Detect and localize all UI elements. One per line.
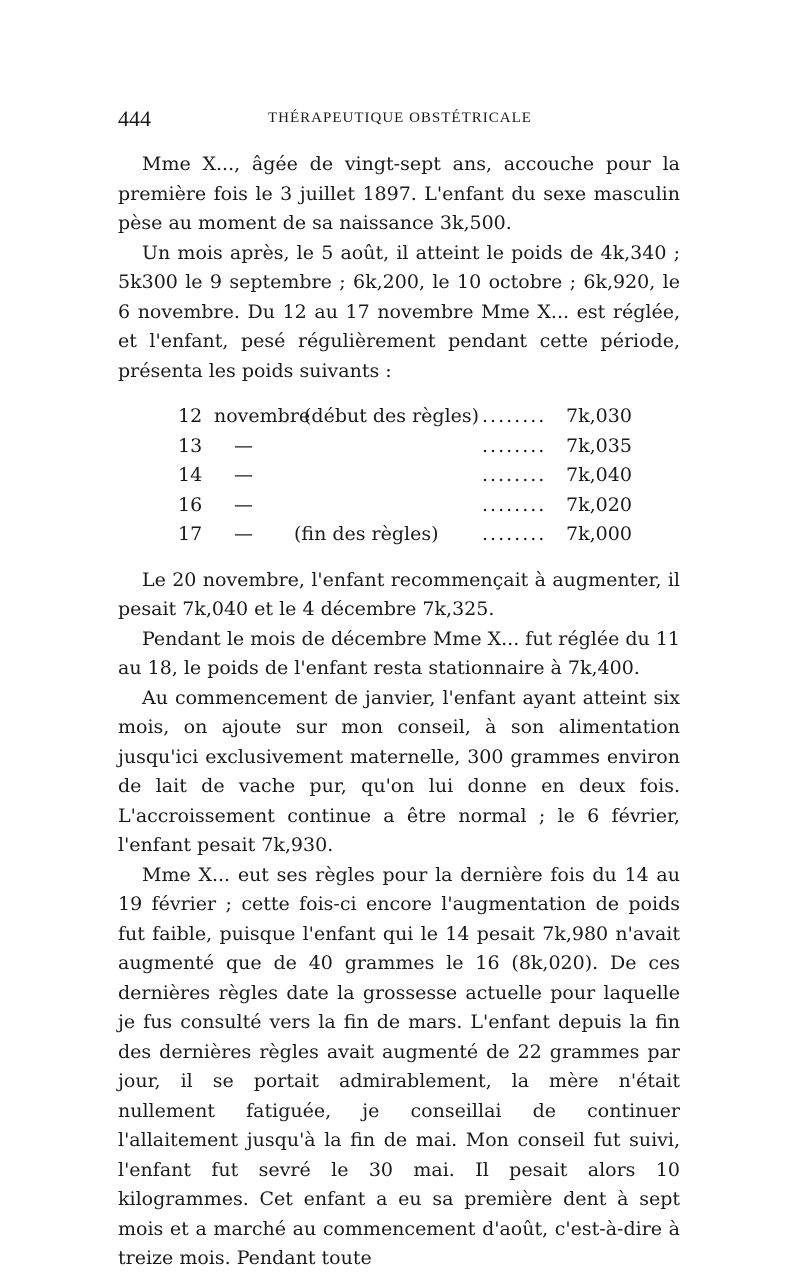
running-title: THÉRAPEUTIQUE OBSTÉTRICALE bbox=[268, 110, 532, 126]
paragraph: Mme X... eut ses règles pour la dernière fois du 14 au 19 février ; cette fois-ci encore l'augmentation de poids fut faible, puisque l'enfant qui le 14 pesait 7k,980 n'avait augmenté que de 40 grammes le 16 (8k,020). De ces dernières règles date la grossesse actuelle pour laquelle je fus consulté vers la fin de mars. L'enfant depuis la fin des dernières règles avait augmenté de 22 grammes par jour, il se portait admirablement, la mère n'était nullement fatiguée, je conseillai de continuer l'allaitement jusqu'à la fin de mai. Mon conseil fut suivi, l'enfant fut sevré le 30 mai. Il pesait alors 10 kilogrammes. Cet enfant a eu sa première dent à sept mois et a marché au commencement d'août, c'est-à-dire à treize mois. Pendant toute bbox=[118, 863, 680, 1269]
paragraph: Au commencement de janvier, l'enfant ayant atteint six mois, on ajoute sur mon conseil, à son alimentation jusqu'ici exclusivement maternelle, 300 grammes environ de lait de vache pur, qu'on lui donne en deux fois. L'accroissement continue a être normal ; le 6 février, l'enfant pesait 7k,930. bbox=[118, 686, 680, 856]
table-row bbox=[118, 461, 680, 491]
row-weight: 7k,000 bbox=[566, 523, 632, 545]
row-day: 13 bbox=[178, 434, 203, 457]
row-weight: 7k,020 bbox=[566, 493, 632, 516]
paragraph: Le 20 novembre, l'enfant recommençait à augmenter, il pesait 7k,040 et le 4 décembre 7k,325. bbox=[118, 568, 680, 620]
row-weight: 7k,035 bbox=[566, 434, 632, 457]
row-month: — bbox=[234, 493, 253, 516]
row-note: (fin des règles) bbox=[294, 523, 439, 545]
row-note: (début des règles) bbox=[304, 405, 480, 427]
body-text bbox=[118, 150, 680, 1274]
row-day: 14 bbox=[178, 464, 203, 486]
weight-table bbox=[118, 402, 680, 550]
row-weight: 7k,030 bbox=[566, 405, 632, 427]
row-month: — bbox=[234, 434, 253, 457]
table-row bbox=[118, 432, 680, 462]
table-row bbox=[118, 402, 680, 432]
row-month: novembre bbox=[214, 405, 311, 427]
table-row bbox=[118, 520, 680, 550]
paragraph: Mme X..., âgée de vingt-sept ans, accouche pour la première fois le 3 juillet 1897. L'enfant du sexe masculin pèse au moment de sa naissance 3k,500. bbox=[118, 153, 680, 234]
page-number: 444 bbox=[118, 106, 151, 131]
row-month: — bbox=[234, 464, 253, 486]
row-dots: ........ bbox=[482, 523, 547, 545]
row-dots: ........ bbox=[482, 405, 547, 427]
row-dots: ........ bbox=[482, 434, 547, 457]
paragraph: Pendant le mois de décembre Mme X... fut réglée du 11 au 18, le poids de l'enfant resta stationnaire à 7k,400. bbox=[118, 627, 680, 679]
row-dots: ........ bbox=[482, 464, 547, 486]
table-row bbox=[118, 491, 680, 521]
row-weight: 7k,040 bbox=[566, 464, 632, 486]
page-header bbox=[118, 106, 680, 136]
row-day: 17 bbox=[178, 523, 203, 545]
paragraph: Un mois après, le 5 août, il atteint le poids de 4k,340 ; 5k300 le 9 septembre ; 6k,200, le 10 octobre ; 6k,920, le 6 novembre. Du 12 au 17 novembre Mme X... est réglée, et l'enfant, pesé régulièrement pendant cette période, présenta les poids suivants : bbox=[118, 241, 680, 382]
row-dots: ........ bbox=[482, 493, 547, 516]
row-day: 12 bbox=[178, 405, 203, 427]
row-day: 16 bbox=[178, 493, 203, 516]
row-month: — bbox=[234, 523, 253, 545]
